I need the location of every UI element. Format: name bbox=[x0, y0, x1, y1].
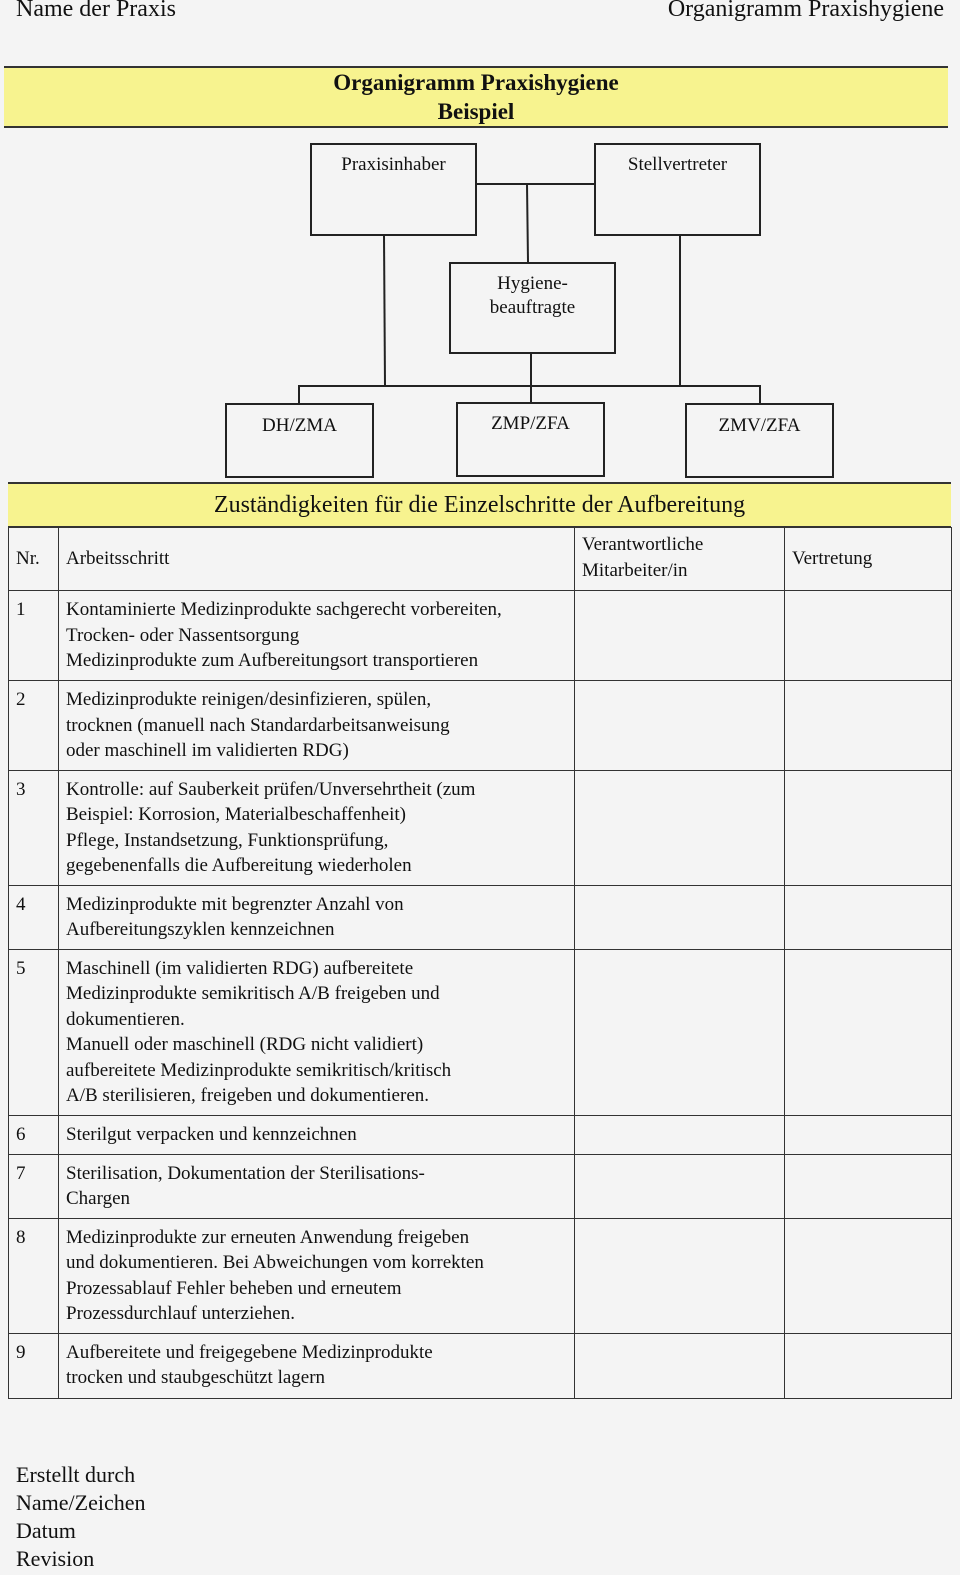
row-number: 9 bbox=[9, 1333, 59, 1398]
footer-name-initials: Name/Zeichen bbox=[16, 1490, 146, 1515]
header-nr: Nr. bbox=[9, 528, 59, 591]
row-deputy bbox=[785, 1115, 952, 1154]
org-box-staff-1: DH/ZMA bbox=[225, 403, 374, 478]
row-responsible bbox=[575, 1218, 785, 1333]
document-title: Organigramm Praxishygiene bbox=[667, 0, 944, 22]
row-responsible bbox=[575, 885, 785, 949]
table-row bbox=[9, 770, 952, 885]
row-step: Kontaminierte Medizinprodukte sachgerecht vorbereiten, Trocken- oder Nassentsorgung Medizinprodukte zum Aufbereitungsort transportieren bbox=[59, 591, 575, 681]
table-header-row bbox=[9, 528, 952, 591]
banner-subtitle: Beispiel bbox=[437, 99, 515, 124]
org-box-owner: Praxisinhaber bbox=[310, 143, 477, 236]
table-row bbox=[9, 1115, 952, 1154]
row-responsible bbox=[575, 949, 785, 1115]
row-deputy bbox=[785, 1333, 952, 1398]
row-deputy bbox=[785, 949, 952, 1115]
table-row bbox=[9, 591, 952, 681]
section-title: Zuständigkeiten für die Einzelschritte der Aufbereitung bbox=[8, 482, 951, 528]
row-number: 4 bbox=[9, 885, 59, 949]
row-step: Medizinprodukte reinigen/desinfizieren, spülen, trocknen (manuell nach Standardarbeitsanweisung oder maschinell im validierten RDG) bbox=[59, 681, 575, 771]
row-responsible bbox=[575, 1333, 785, 1398]
row-responsible bbox=[575, 1154, 785, 1218]
row-number: 5 bbox=[9, 949, 59, 1115]
row-deputy bbox=[785, 591, 952, 681]
org-box-staff-3: ZMV/ZFA bbox=[685, 403, 834, 478]
row-step: Kontrolle: auf Sauberkeit prüfen/Unversehrtheit (zum Beispiel: Korrosion, Materialbeschaffenheit) Pflege, Instandsetzung, Funktionsprüfung, gegebenenfalls die Aufbereitung wiederholen bbox=[59, 770, 575, 885]
footer-date: Datum bbox=[16, 1518, 76, 1543]
footer-revision: Revision bbox=[16, 1546, 95, 1571]
row-responsible bbox=[575, 681, 785, 771]
row-step: Aufbereitete und freigegebene Medizinprodukte trocken und staubgeschützt lagern bbox=[59, 1333, 575, 1398]
row-deputy bbox=[785, 770, 952, 885]
row-responsible bbox=[575, 591, 785, 681]
footer-block bbox=[16, 1461, 146, 1573]
footer-created-by: Erstellt durch bbox=[16, 1462, 136, 1487]
row-step: Maschinell (im validierten RDG) aufbereitete Medizinprodukte semikritisch A/B freigeben und dokumentieren. Manuell oder maschinell (RDG nicht validiert) aufbereitete Medizinprodukte semikritisch/kritisch A/B sterilisieren, freigeben und dokumentieren. bbox=[59, 949, 575, 1115]
banner-title: Organigramm Praxishygiene bbox=[333, 70, 619, 95]
row-responsible bbox=[575, 1115, 785, 1154]
responsibility-table bbox=[8, 527, 952, 1399]
table-row bbox=[9, 1333, 952, 1398]
org-box-hygiene-officer: Hygiene- beauftragte bbox=[449, 262, 616, 354]
row-deputy bbox=[785, 1154, 952, 1218]
table-row bbox=[9, 885, 952, 949]
row-number: 2 bbox=[9, 681, 59, 771]
practice-name: Name der Praxis bbox=[16, 0, 176, 22]
header-step: Arbeitsschritt bbox=[59, 528, 575, 591]
header-responsible: Verantwortliche Mitarbeiter/in bbox=[575, 528, 785, 591]
row-deputy bbox=[785, 681, 952, 771]
row-number: 6 bbox=[9, 1115, 59, 1154]
table-row bbox=[9, 681, 952, 771]
table-row bbox=[9, 1154, 952, 1218]
row-deputy bbox=[785, 1218, 952, 1333]
row-step: Sterilgut verpacken und kennzeichnen bbox=[59, 1115, 575, 1154]
header-deputy: Vertretung bbox=[785, 528, 952, 591]
org-box-deputy: Stellvertreter bbox=[594, 143, 761, 236]
table-row bbox=[9, 949, 952, 1115]
org-box-staff-2: ZMP/ZFA bbox=[456, 402, 605, 477]
row-number: 3 bbox=[9, 770, 59, 885]
row-step: Medizinprodukte mit begrenzter Anzahl von Aufbereitungszyklen kennzeichnen bbox=[59, 885, 575, 949]
row-number: 1 bbox=[9, 591, 59, 681]
row-number: 8 bbox=[9, 1218, 59, 1333]
row-step: Medizinprodukte zur erneuten Anwendung freigeben und dokumentieren. Bei Abweichungen vom korrekten Prozessablauf Fehler beheben und erneutem Prozessdurchlauf unterziehen. bbox=[59, 1218, 575, 1333]
row-step: Sterilisation, Dokumentation der Sterilisations- Chargen bbox=[59, 1154, 575, 1218]
table-row bbox=[9, 1218, 952, 1333]
row-number: 7 bbox=[9, 1154, 59, 1218]
row-deputy bbox=[785, 885, 952, 949]
row-responsible bbox=[575, 770, 785, 885]
